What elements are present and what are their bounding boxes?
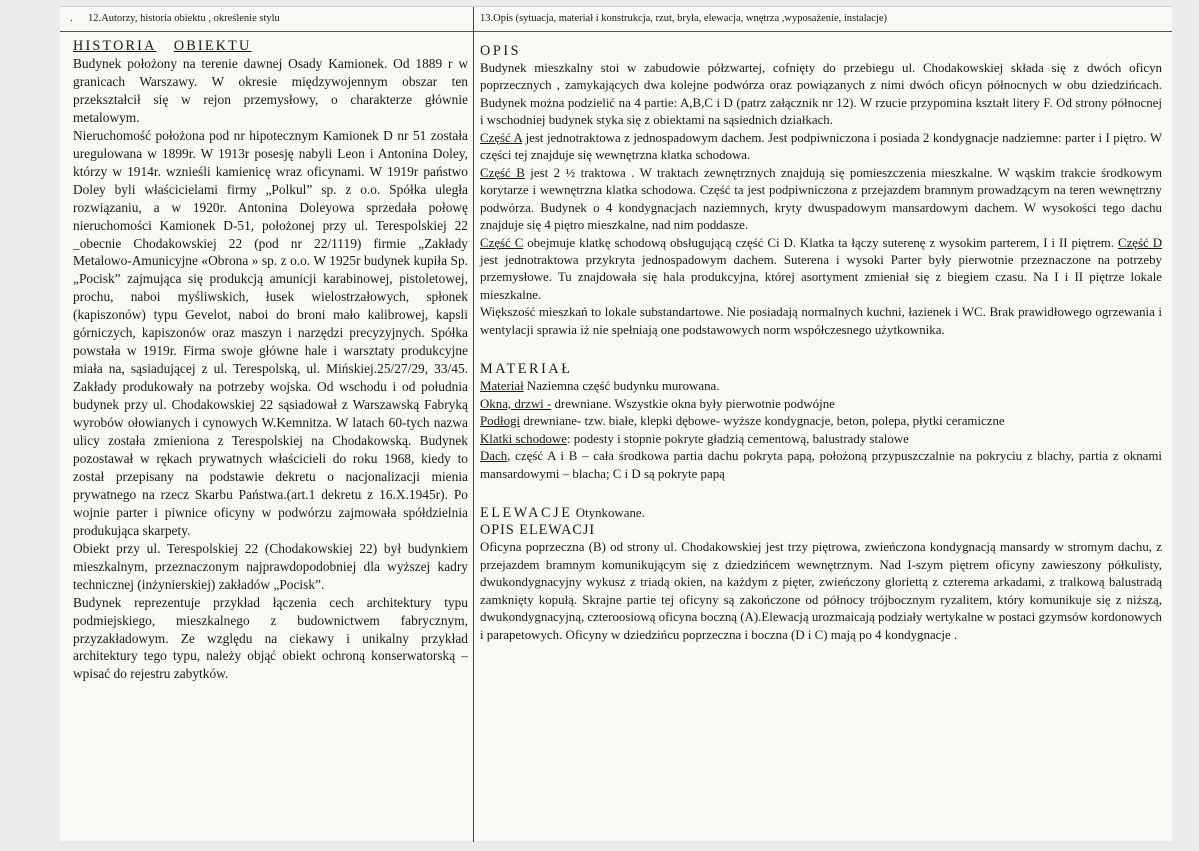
opis-closing: Większość mieszkań to lokale substandartowe. Nie posiadają normalnych kuchni, łazienek i WC. Brak prawidłowego ogrzewania i wentylacji sprawia iż nie spełniają one podstawowych norm współczesnego użytkownika. [480, 305, 1162, 337]
material-item [480, 413, 1162, 430]
part-b-text: jest 2 ½ traktowa . W traktach zewnętrznych znajdują się pomieszczenia mieszkalne. W wąskim trakcie środkowym korytarze i wewnętrzna klatka schodowa. Część ta jest podpiwniczona z przejazdem bramnym prowadzącym na teren wewnętrzny podwórza. Budynek o 4 kondygnacjach naziemnych, kryty dwuspadowym mansardowym dachem. W wysokości tego dachu znajduje się 4 piętro mieszkalne, nad nim poddasze. [480, 165, 1162, 233]
header-left-title: 12.Autorzy, historia obiektu , określenie stylu [88, 13, 280, 24]
historia-heading-prefix: H [73, 38, 86, 54]
historia-column [73, 38, 468, 683]
part-d-label: Część D [1117, 235, 1162, 250]
material-item-label: Dach [480, 449, 508, 464]
part-c-text: obejmuje klatkę schodową obsługującą część Ci D. Klatka ta łączy suterenę z wysokim parterem, I i II piętrem. [523, 235, 1118, 250]
material-item-text: drewniane- tzw. białe, klepki dębowe- wyższe kondygnacje, beton, polepa, płytki ceramiczne [520, 414, 1005, 429]
opis-part-a [480, 130, 1162, 165]
part-a-text: jest jednotraktowa z jednospadowym dachem. Jest podpiwniczona i posiada 2 kondygnacje nadziemne: parter i I piętro. W części tej znajduje się wewnętrzna klatka schodowa. [480, 130, 1162, 163]
material-item-label: Okna, drzwi - [480, 396, 552, 411]
spacer [480, 483, 1162, 505]
historia-paragraph-4: Budynek reprezentuje przykład łączenia cech architektury typu podmiejskiego, mieszkalnego z budownictwem fabrycznym, przyzakładowym. Ze względu na ciekawy i unikalny przykład architektury tego typu, należy objąć obiekt ochroną konserwatorską – wpisać do rejestru zabytków. [73, 594, 468, 682]
opis-intro: Budynek mieszkalny stoi w zabudowie półzwartej, cofnięty do przebiegu ul. Chodakowskiej składa się z dwóch oficyn poprzecznych , zamykających dwa kolejne podwórza oraz powiązanych z nimi dwóch oficyn północnych w obu dziedzińcach. Budynek można podzielić na 4 partie: A,B,C i D (patrz załącznik nr 12). W rzucie przypomina kształt litery F. Od strony północnej i wschodniej budynek styka się z obiektami na sąsiednich działkach. [480, 61, 1162, 128]
opis-heading: OPIS [480, 43, 522, 59]
historia-paragraph-1: Budynek położony na terenie dawnej Osady Kamionek. Od 1889 r w granicach Warszawy. W okresie międzywojennym obszar ten przekształcił się w rejon przemysłowy, o charakterze głównie metalowym. [73, 56, 468, 125]
material-item-text: : podesty i stopnie pokryte gładzią cementową, balustrady stalowe [567, 431, 909, 446]
elewacje-text: Oficyna poprzeczna (B) od strony ul. Chodakowskiej jest trzy piętrowa, zwieńczona kondygnacją mansardy w stromym dachu, z przejazdem bramnym komunikującym się z dziedzińcem wewnętrznym. Nad I-szym piętrem oficyny zawieszony półkulisty, dwukondygnacyjny wykusz z triadą okien, na każdym z pięter, zwieńczony gloriettą z czterema arkadami, z tralkową balustradą zamknięty kopułą. Skrajne partie tej oficyny są zakończone od północy trójbocznym ryzalitem, który komunikuje się z niższą, dwukondygnacyjną, czteroosiową oficyna boczną (A).Elewacją urozmaicają podziały wertykalne w postaci gzymsów kordonowych i parapetowych. Oficyny w dziedzińcu poprzeczna i boczna (D i C) mają po 4 kondygnacje . [480, 540, 1162, 642]
material-item [480, 448, 1162, 483]
material-item-text: drewniane. Wszystkie okna były pierwotnie podwójne [551, 396, 835, 411]
material-item-label: Materiał [480, 379, 524, 394]
elewacje-heading-line [480, 505, 1162, 522]
material-item-text: , część A i B – cała środkowa partia dachu pokryta papą, położoną przypuszczalnie na pokryciu z blachy, partia z oknami mansardowymi – blacha; C i D są pokryte papą [480, 449, 1162, 481]
historia-paragraph-2: Nieruchomość położona pod nr hipotecznym Kamionek D nr 51 została uregulowana w 1899r. W 1913r posesję nabyli Leon i Antonina Doley, którzy w 1914r. wznieśli kamienicę wraz oficynami. W 1919r państwo Doley byli właścicielami firmy „Polkul” sp. z o.o. Spółka uległa rozwiązaniu, a w 1920r. Antonina Doleyowa sprzedała połowę nieruchomości Kamionek D-51, położonej przy ul. Terespolskiej 22 _obecnie Chodakowskiej 22 (pod nr 22/1119) firmie „Zakłady Metalowo-Amunicyjne «Obrona » sp. z o.o. W 1925r budynek kupiła Sp. „Pocisk” zajmująca się produkcją amunicji karabinowej, pistoletowej, prochu, naboi myśliwskich, łusek wielostrzałowych, spłonek (kapiszonów) typu Gevelot, naboi do broni mało kalibrowej, kapsli górniczych, kapiszonów oraz maszyn i narzędzi precyzyjnych. Spółka powstała w 1919r. Firma swoje główne hale i warsztaty produkcyjne miała na, sąsiadującej z ul. Terespolską, ul. Mińskiej.25/27/29, 33/45. Zakłady produkowały na potrzeby wojska. Od wschodu i od południa budynek przy ul. Chodakowskiej 22 sąsiadował z Warszawską Fabryką wyrobów ołowianych i cynowych W.Kemnitza. W latach 60-tych nazwa ulicy została zmieniona z Terespolskiej na Chodakowską. Budynek pozostawał w rękach prywatnych właścicieli do roku 1968, kiedy to został przepisany na podstawie dekretu o nacjonalizacji mienia prywatnego na rzecz Skarbu Państwa.(art.1 dekretu z 16.X.1945r). Po wojnie parter i piwnice oficyny w podwórzu zajmowała spółdzielnia produkująca skarpety. [73, 127, 468, 538]
elewacje-heading-suffix: Otynkowane. [572, 505, 645, 520]
material-item-text: Naziemna część budynku murowana. [523, 379, 720, 394]
material-item [480, 431, 1162, 448]
part-b-label: Część B [480, 165, 525, 180]
historia-heading-word2: OBIEKTU [173, 38, 252, 54]
part-d-text: jest jednotraktowa przykryta jednospadowym dachem. Suterena i wysoki Parter były pierwotnie przeznaczone na potrzeby przemysłowe. Tu znajdowała się hala produkcyjna, której asortyment zmieniał się z biegiem czasu. Na I i II piętrze lokale mieszkalne. [480, 252, 1162, 302]
document-sheet [60, 6, 1172, 841]
part-a-label: Część A [480, 130, 523, 145]
historia-heading [73, 38, 468, 55]
opis-column [480, 43, 1162, 644]
opis-elewacji-heading: OPIS ELEWACJI [480, 522, 596, 539]
spacer [480, 339, 1162, 361]
material-item-label: Podłogi [480, 414, 521, 429]
historia-heading-mid: ISTORIA [85, 38, 157, 54]
material-heading: MATERIAŁ [480, 361, 573, 378]
historia-paragraph-3: Obiekt przy ul. Terespolskiej 22 (Chodakowskiej 22) był budynkiem mieszkalnym, przeznaczonym najprawdopodobniej dla wyższej kadry technicznej (inżynierskiej) zakładów „Pocisk”. [73, 540, 468, 592]
opis-part-b [480, 165, 1162, 235]
form-header-row [60, 7, 1172, 32]
header-right-title: 13.Opis (sytuacja, materiał i konstrukcja, rzut, bryła, elewacja, wnętrza ,wyposażenie, instalacje) [480, 13, 888, 24]
opis-part-cd [480, 235, 1162, 305]
header-dot: . [70, 13, 73, 24]
material-item-label: Klatki schodowe [480, 431, 567, 446]
part-c-label: Część C [480, 235, 524, 250]
material-item [480, 396, 1162, 413]
elewacje-heading: ELEWACJE [480, 504, 573, 521]
column-divider [473, 7, 474, 842]
material-item [480, 378, 1162, 395]
